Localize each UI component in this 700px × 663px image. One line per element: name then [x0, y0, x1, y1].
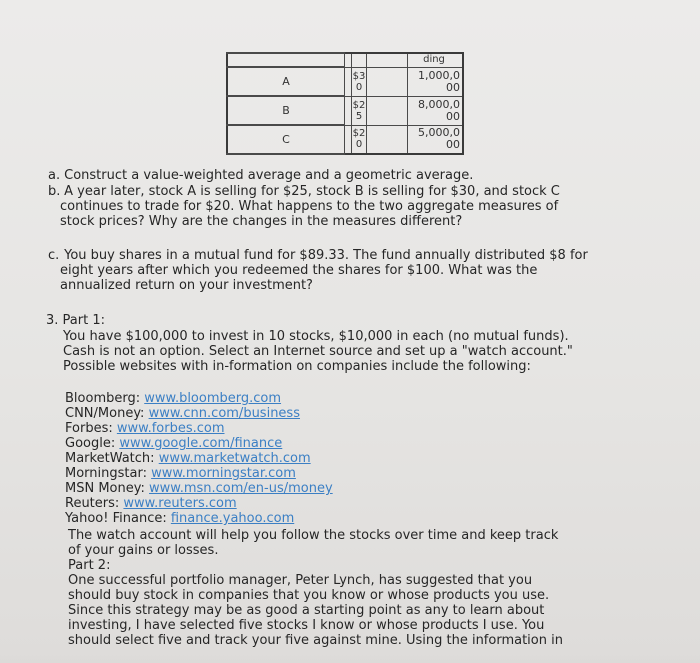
price-cell: $2 0	[352, 125, 367, 154]
question-label: c.	[48, 248, 60, 263]
list-item: Yahoo! Finance: finance.yahoo.com	[65, 511, 295, 526]
website-link[interactable]: www.reuters.com	[123, 496, 237, 511]
list-item: MSN Money: www.msn.com/en-us/money	[65, 481, 333, 496]
question-number: 3.	[46, 313, 59, 328]
website-link[interactable]: www.morningstar.com	[151, 466, 296, 481]
table-header-row	[227, 53, 463, 67]
list-item: MarketWatch: www.marketwatch.com	[65, 451, 311, 466]
stock-table	[226, 52, 464, 155]
website-link[interactable]: www.forbes.com	[116, 421, 225, 436]
table-header-label: ding	[408, 53, 464, 67]
question-label: a.	[48, 168, 61, 183]
website-list	[65, 391, 333, 526]
list-item: Forbes: www.forbes.com	[65, 421, 225, 436]
page-bottom-fade	[0, 653, 700, 663]
part2-section: The watch account will help you follow the stocks over time and keep track of your gains or losses. Part 2: One successful portfolio manager, Peter Lynch, has suggested that you should buy stock in companies that you know or whose products you use. Since this strategy may be as good a starting point as any to learn about investing, I have selected five stocks I know or whose products I use. You should select five and track your five against mine. Using the information in	[68, 528, 563, 648]
price-cell: $3 0	[352, 67, 367, 96]
shares-cell: 5,000,0 00	[408, 125, 464, 154]
shares-cell: 8,000,0 00	[408, 96, 464, 125]
question-b: b. A year later, stock A is selling for $25, stock B is selling for $30, and stock C continues to trade for $20. What happens to the two aggregate measures of stock prices? Why are the changes in the measures different?	[48, 184, 560, 229]
price-cell: $2 5	[352, 96, 367, 125]
part-title: Part 1:	[62, 313, 105, 328]
table-row	[227, 125, 463, 154]
part1-heading	[46, 313, 105, 328]
list-item: Morningstar: www.morningstar.com	[65, 466, 296, 481]
website-link[interactable]: www.cnn.com/business	[148, 406, 300, 421]
website-link[interactable]: www.bloomberg.com	[144, 391, 282, 406]
question-text: Construct a value-weighted average and a geometric average.	[64, 168, 474, 183]
table-row	[227, 67, 463, 96]
stock-label: C	[227, 125, 345, 154]
list-item: CNN/Money: www.cnn.com/business	[65, 406, 300, 421]
question-c: c. You buy shares in a mutual fund for $89.33. The fund annually distributed $8 for eight years after which you redeemed the shares for $100. What was the annualized return on your investment?	[48, 248, 588, 293]
question-label: b.	[48, 184, 61, 199]
website-link[interactable]: finance.yahoo.com	[170, 511, 295, 526]
list-item: Reuters: www.reuters.com	[65, 496, 237, 511]
list-item: Google: www.google.com/finance	[65, 436, 283, 451]
list-item: Bloomberg: www.bloomberg.com	[65, 391, 282, 406]
part-title: Part 2:	[68, 558, 111, 573]
question-a	[48, 168, 473, 183]
website-link[interactable]: www.msn.com/en-us/money	[149, 481, 333, 496]
stock-label: A	[227, 67, 345, 96]
table-row	[227, 96, 463, 125]
website-link[interactable]: www.marketwatch.com	[158, 451, 311, 466]
shares-cell: 1,000,0 00	[408, 67, 464, 96]
stock-label: B	[227, 96, 345, 125]
part1-body: You have $100,000 to invest in 10 stocks, $10,000 in each (no mutual funds). Cash is not an option. Select an Internet source and set up a "watch account." Possible websites with in-formation on companies include the following:	[63, 329, 573, 374]
website-link[interactable]: www.google.com/finance	[119, 436, 283, 451]
